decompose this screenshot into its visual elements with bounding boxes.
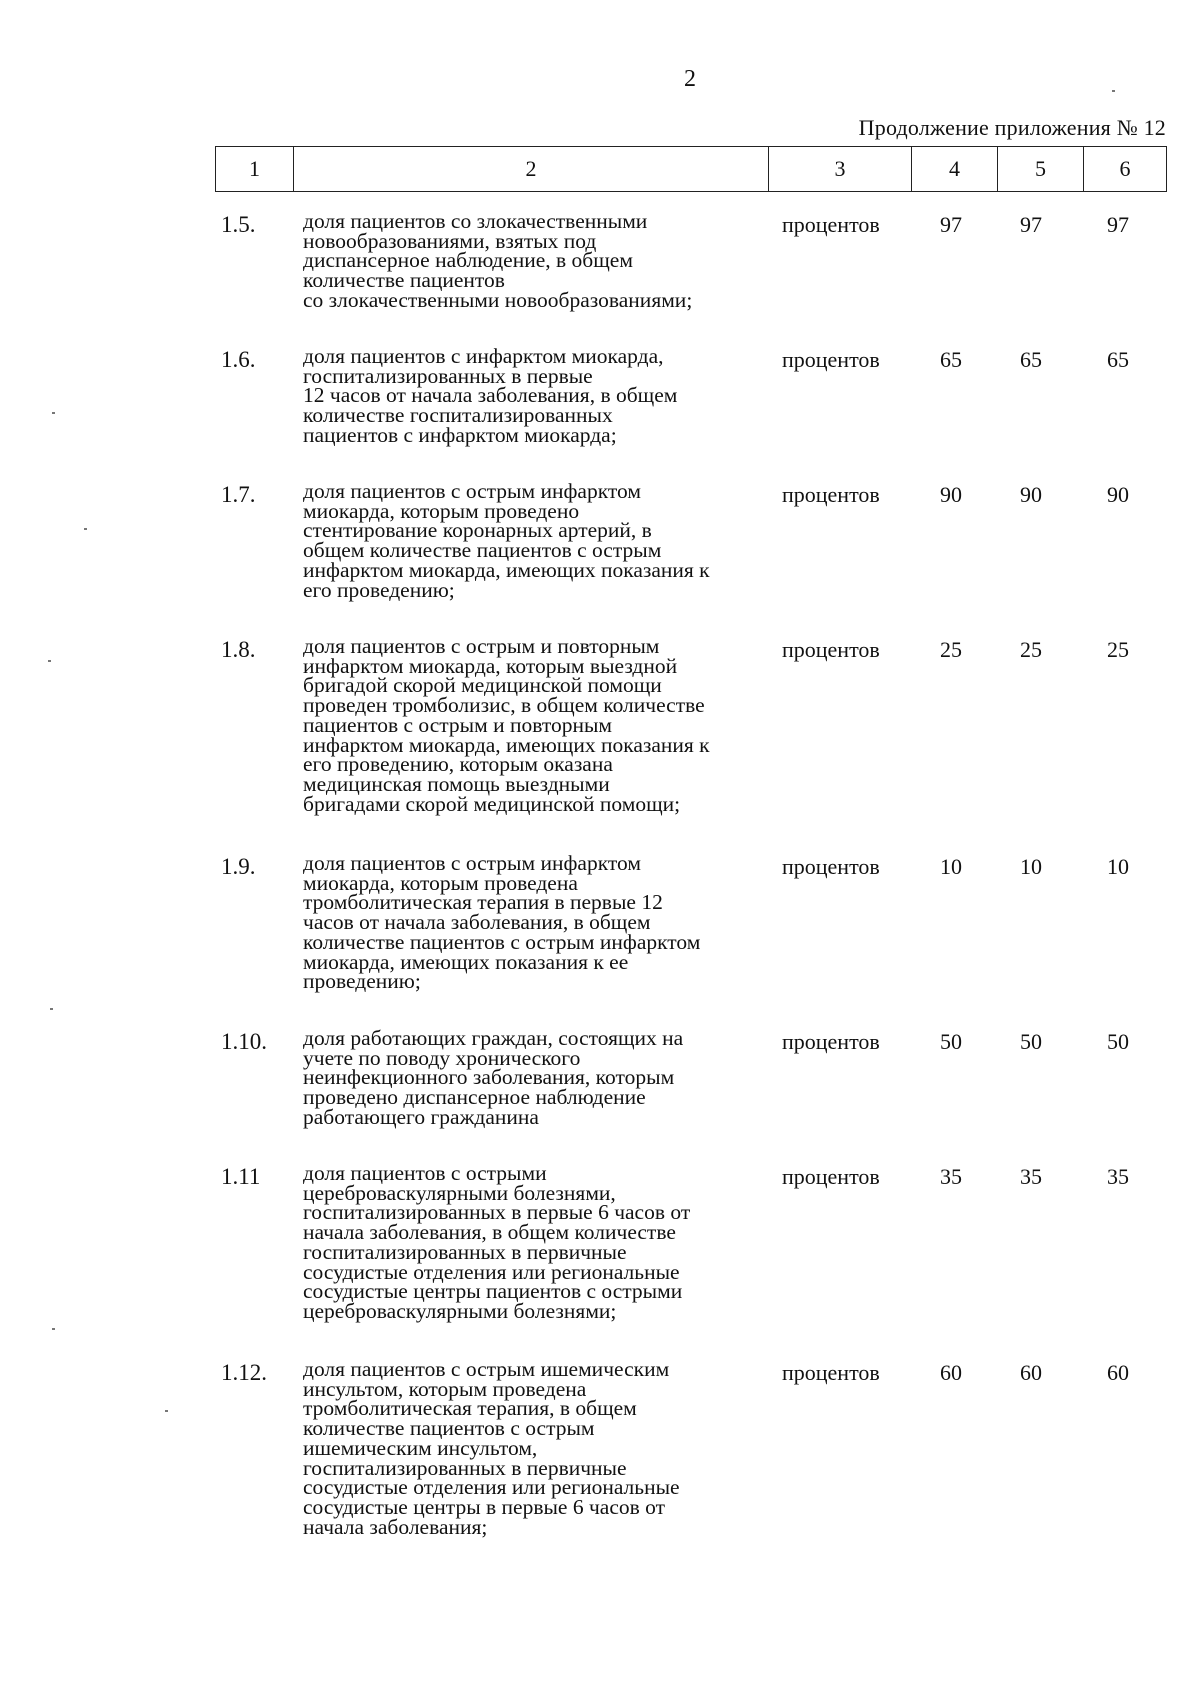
value-col-5: 25 <box>1020 637 1042 662</box>
row-number: 1.9. <box>221 854 256 879</box>
scan-speck <box>52 1328 55 1330</box>
value-col-6: 90 <box>1107 482 1129 507</box>
unit-cell: процентов <box>782 212 880 237</box>
indicator-text: доля пациентов с острым и повторным инфарктом миокарда, которым выездной бригадой скорой медицинской помощи проведен тромболизис, в общем количестве пациентов с острым и повторным инфарктом миокарда, имеющих показания к его проведению, которым оказана медицинская помощь выездными бригадами скорой медицинской помощи; <box>303 634 710 816</box>
value-col-5: 65 <box>1020 347 1042 372</box>
value-col-6: 60 <box>1107 1360 1129 1385</box>
value-col-4: 65 <box>940 347 962 372</box>
scan-speck <box>50 1008 53 1010</box>
indicator-text: доля пациентов с острым инфарктом миокарда, которым проведена тромболитическая терапия в первые 12 часов от начала заболевания, в общем количестве пациентов с острым инфарктом миокарда, имеющих показания к ее проведению; <box>303 851 701 994</box>
value-col-5: 10 <box>1020 854 1042 879</box>
indicator-text: доля пациентов со злокачественными новообразованиями, взятых под диспансерное наблюдение, в общем количестве пациентов со злокачественными новообразованиями; <box>303 209 693 312</box>
scan-speck <box>52 412 55 414</box>
unit-cell: процентов <box>782 637 880 662</box>
indicator-text: доля пациентов с острыми цереброваскулярными болезнями, госпитализированных в первые 6 часов от начала заболевания, в общем количестве госпитализированных в первичные сосудистые отделения или региональные сосудистые центры пациентов с острыми цереброваскулярными болезнями; <box>303 1161 691 1323</box>
row-number: 1.10. <box>221 1029 267 1054</box>
unit-cell: процентов <box>782 1029 880 1054</box>
column-header-2: 2 <box>294 147 769 192</box>
page-number: 2 <box>684 66 696 92</box>
value-col-4: 10 <box>940 854 962 879</box>
row-number: 1.5. <box>221 212 256 237</box>
value-col-4: 50 <box>940 1029 962 1054</box>
column-header-6: 6 <box>1084 147 1167 192</box>
row-number: 1.12. <box>221 1360 267 1385</box>
column-header-3: 3 <box>769 147 912 192</box>
indicator-text: доля пациентов с инфарктом миокарда, госпитализированных в первые 12 часов от начала заболевания, в общем количестве госпитализированных пациентов с инфарктом миокарда; <box>303 344 678 447</box>
scan-speck <box>1112 90 1115 92</box>
appendix-continuation-label: Продолжение приложения № 12 <box>858 115 1166 140</box>
value-col-4: 90 <box>940 482 962 507</box>
scan-speck <box>48 660 51 662</box>
scan-speck <box>84 528 87 530</box>
column-header-5: 5 <box>998 147 1084 192</box>
value-col-5: 35 <box>1020 1164 1042 1189</box>
value-col-5: 90 <box>1020 482 1042 507</box>
value-col-6: 10 <box>1107 854 1129 879</box>
row-number: 1.8. <box>221 637 256 662</box>
value-col-6: 25 <box>1107 637 1129 662</box>
indicator-text: доля пациентов с острым ишемическим инсультом, которым проведена тромболитическая терапия, в общем количестве пациентов с острым ишемическим инсультом, госпитализированных в первичные сосудистые отделения или региональные сосудистые центры в первые 6 часов от начала заболевания; <box>303 1357 680 1539</box>
value-col-5: 60 <box>1020 1360 1042 1385</box>
column-header-1: 1 <box>216 147 294 192</box>
value-col-6: 97 <box>1107 212 1129 237</box>
value-col-5: 50 <box>1020 1029 1042 1054</box>
unit-cell: процентов <box>782 854 880 879</box>
indicator-text: доля пациентов с острым инфарктом миокарда, которым проведено стентирование коронарных артерий, в общем количестве пациентов с острым инфарктом миокарда, имеющих показания к его проведению; <box>303 479 710 602</box>
column-header-4: 4 <box>912 147 998 192</box>
value-col-4: 25 <box>940 637 962 662</box>
value-col-6: 35 <box>1107 1164 1129 1189</box>
unit-cell: процентов <box>782 1164 880 1189</box>
row-number: 1.7. <box>221 482 256 507</box>
value-col-4: 97 <box>940 212 962 237</box>
value-col-4: 35 <box>940 1164 962 1189</box>
row-number: 1.11 <box>221 1164 261 1189</box>
column-header-table <box>215 146 1167 192</box>
unit-cell: процентов <box>782 482 880 507</box>
value-col-6: 50 <box>1107 1029 1129 1054</box>
unit-cell: процентов <box>782 347 880 372</box>
row-number: 1.6. <box>221 347 256 372</box>
value-col-6: 65 <box>1107 347 1129 372</box>
value-col-5: 97 <box>1020 212 1042 237</box>
unit-cell: процентов <box>782 1360 880 1385</box>
scan-speck <box>165 1410 168 1412</box>
indicator-text: доля работающих граждан, состоящих на учете по поводу хронического неинфекционного заболевания, которым проведено диспансерное наблюдение работающего гражданина <box>303 1026 684 1129</box>
column-header-row <box>216 147 1167 192</box>
value-col-4: 60 <box>940 1360 962 1385</box>
